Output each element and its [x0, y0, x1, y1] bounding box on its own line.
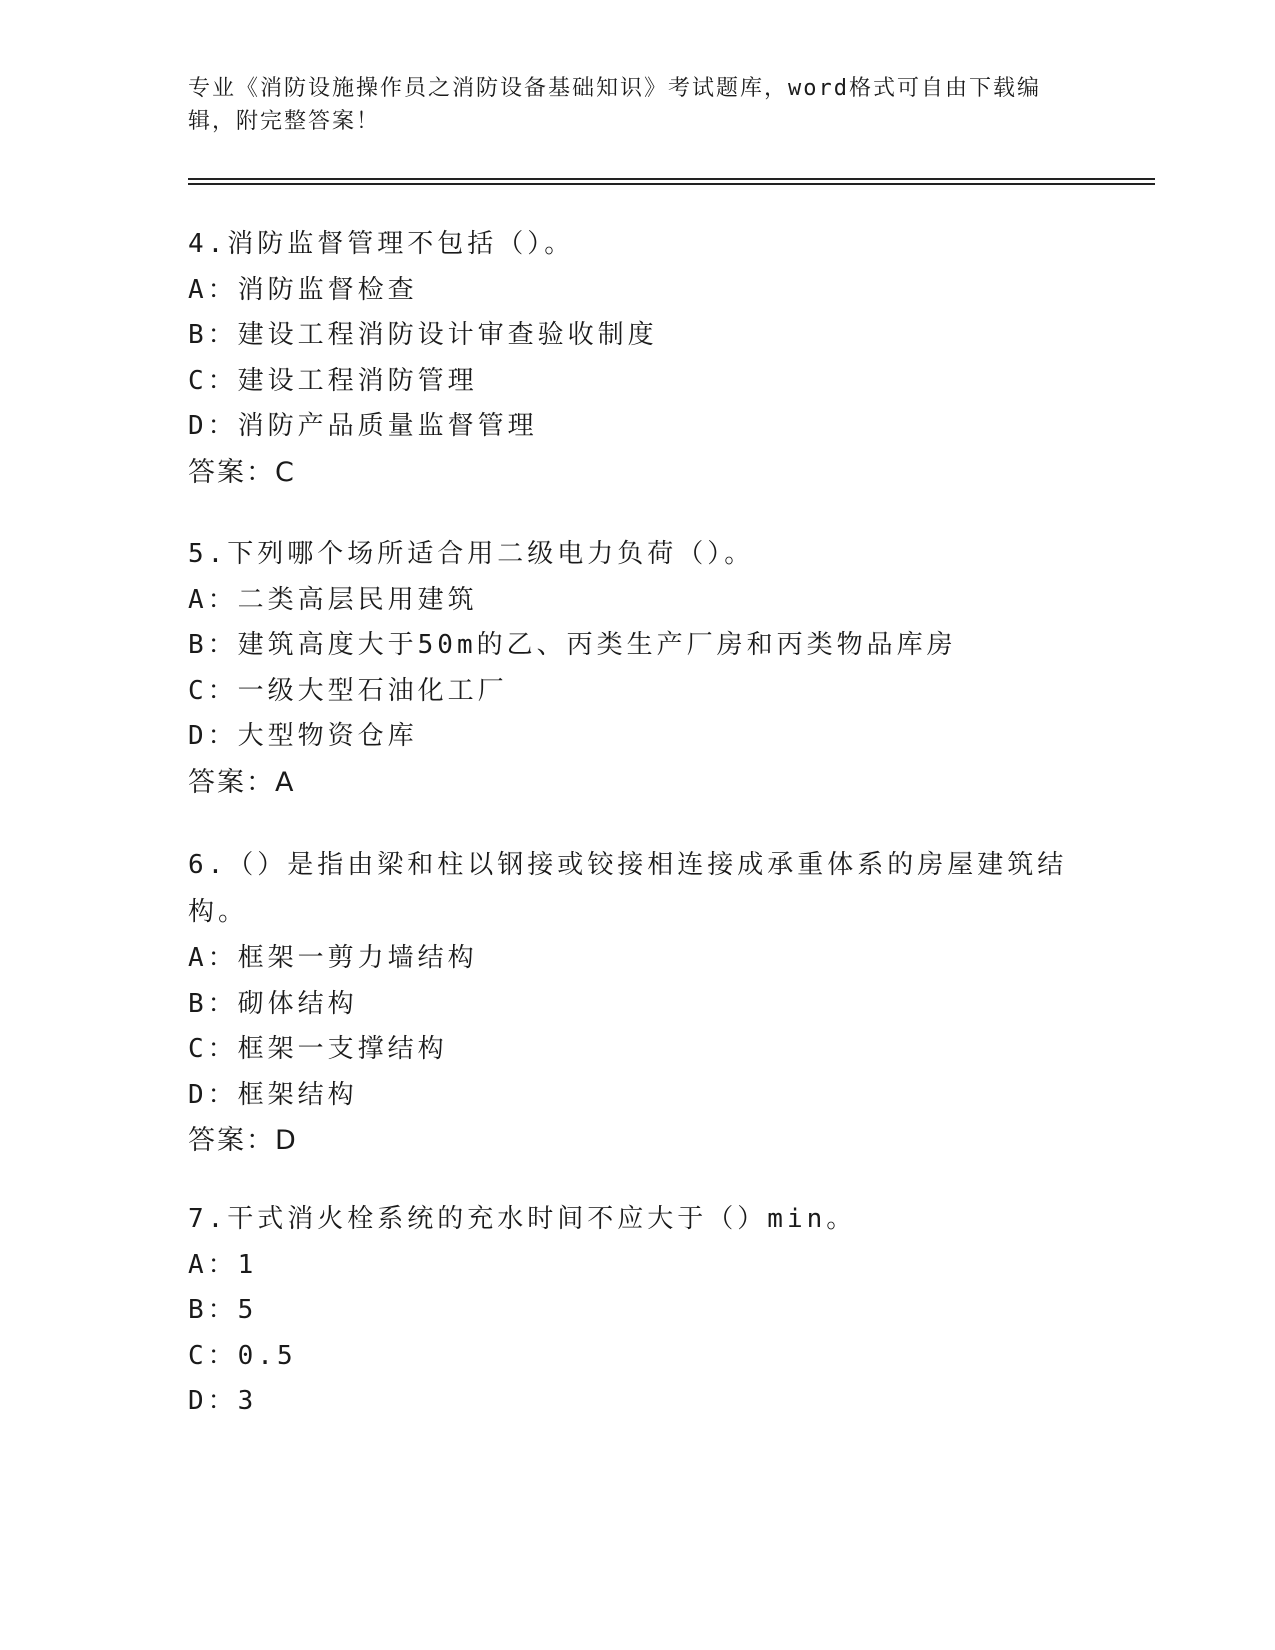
option-text: 框架一支撑结构 — [237, 1034, 448, 1064]
option-b — [188, 1288, 1068, 1334]
option-d — [188, 404, 1068, 450]
option-text: 建设工程消防设计审查验收制度 — [237, 320, 658, 350]
option-text: 建设工程消防管理 — [237, 365, 478, 396]
question-4 — [188, 222, 1068, 495]
option-text: 3 — [237, 1386, 258, 1416]
question-5 — [188, 532, 1068, 805]
document-header-note: 专业《消防设施操作员之消防设备基础知识》考试题库，word格式可自由下载编辑，附完整答案！ — [188, 76, 1041, 134]
option-a — [188, 936, 1068, 982]
option-key: C： — [188, 1340, 238, 1371]
option-text: 0.5 — [237, 1340, 297, 1371]
option-key: A： — [188, 274, 238, 305]
option-key: D： — [188, 1386, 238, 1416]
option-text: 砌体结构 — [237, 988, 358, 1019]
option-text: 框架结构 — [237, 1079, 358, 1110]
option-key: C： — [188, 1034, 238, 1064]
option-key: C： — [188, 365, 238, 396]
option-text: 一级大型石油化工厂 — [237, 675, 508, 706]
option-d — [188, 1379, 1068, 1425]
answer-line: 答案：C — [188, 456, 296, 488]
option-c — [188, 1334, 1068, 1380]
option-text: 1 — [237, 1249, 258, 1280]
option-key: A： — [188, 943, 238, 973]
option-text: 消防产品质量监督管理 — [237, 411, 538, 441]
option-key: B： — [188, 320, 238, 350]
header-divider-top — [188, 178, 1155, 180]
option-d — [188, 714, 1068, 760]
option-c — [188, 359, 1068, 405]
header-divider-bottom — [188, 183, 1155, 185]
option-text: 建筑高度大于50m的乙、丙类生产厂房和丙类物品库房 — [237, 630, 957, 660]
option-key: A： — [188, 1249, 238, 1280]
answer-line: 答案：A — [188, 766, 296, 798]
option-key: A： — [188, 584, 238, 615]
option-c — [188, 669, 1068, 715]
option-d — [188, 1073, 1068, 1119]
question-stem: 5.下列哪个场所适合用二级电力负荷（）。 — [188, 539, 755, 569]
option-text: 消防监督检查 — [237, 274, 418, 305]
option-key: B： — [188, 630, 238, 660]
question-7 — [188, 1197, 1068, 1425]
option-text: 框架一剪力墙结构 — [237, 943, 478, 973]
answer-line: 答案：D — [188, 1125, 298, 1156]
option-a — [188, 1243, 1068, 1289]
option-text: 二类高层民用建筑 — [237, 584, 478, 615]
option-b — [188, 982, 1068, 1028]
question-stem: 6.（）是指由梁和柱以钢接或铰接相连接成承重体系的房屋建筑结构。 — [188, 850, 1068, 927]
option-text: 大型物资仓库 — [237, 721, 418, 751]
option-c — [188, 1027, 1068, 1073]
option-text: 5 — [237, 1295, 258, 1325]
option-key: B： — [188, 1295, 238, 1325]
question-stem: 4.消防监督管理不包括（）。 — [188, 229, 575, 259]
option-key: D： — [188, 1079, 238, 1110]
option-a — [188, 268, 1068, 314]
question-6 — [188, 842, 1068, 1164]
option-key: C： — [188, 675, 238, 706]
question-stem: 7.干式消火栓系统的充水时间不应大于（）min。 — [188, 1204, 857, 1234]
option-a — [188, 578, 1068, 624]
option-key: D： — [188, 721, 238, 751]
option-b — [188, 313, 1068, 359]
option-b — [188, 623, 1068, 669]
option-key: D： — [188, 411, 238, 441]
option-key: B： — [188, 988, 238, 1019]
